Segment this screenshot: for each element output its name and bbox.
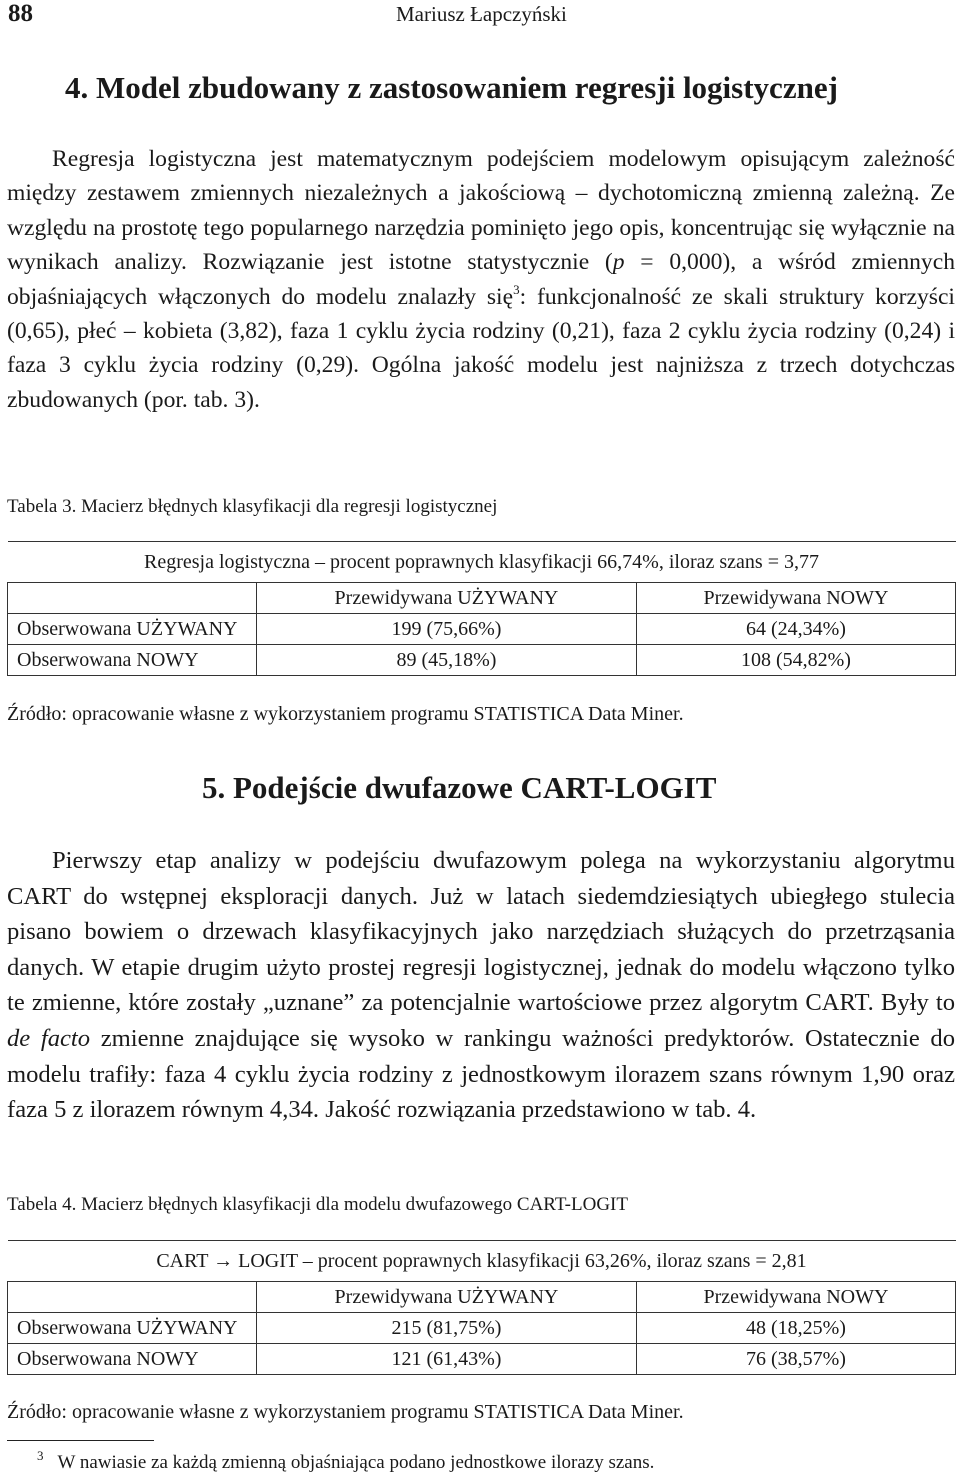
table-3-source: Źródło: opracowanie własne z wykorzystaniem programu STATISTICA Data Miner.	[7, 703, 684, 725]
paragraph-text: zmienne znajdujące się wysoko w rankingu ważności predyktorów. Ostatecznie do modelu trafiły: faza 4 cyklu życia rodziny z jednostkowym ilorazem szans równym 1,90 oraz faza 5 z ilorazem równym 4,34. Jakość rozwiązania przedstawiono w tab. 4.	[7, 1024, 955, 1124]
column-header: Przewidywana NOWY	[636, 583, 955, 614]
footnote-text: W nawiasie za każdą zmienną objaśniająca podano jednostkowe ilorazy szans.	[57, 1452, 655, 1473]
footnote	[37, 1448, 655, 1474]
italic-phrase: de facto	[7, 1024, 91, 1052]
section-4-title: 4. Model zbudowany z zastosowaniem regresji logistycznej	[65, 70, 838, 105]
paragraph-text: Regresja logistyczna jest matematycznym podejściem modelowym opisującym zależność między zestawem zmiennych niezależnych a jakościową – dychotomiczną zmienną zależną. Ze względu na prostotę tego popularnego narzędzia pominięto jego opis, koncentrując się wyłącznie na wynikach analizy. Rozwiązanie jest istotne statystycznie (	[7, 146, 955, 276]
table-cell: 121 (61,43%)	[257, 1344, 637, 1375]
row-label: Obserwowana NOWY	[8, 645, 257, 676]
column-header-empty	[8, 583, 257, 614]
paragraph-text: : funkcjonalność ze skali struktury korzyści (0,65), płeć – kobieta (3,82), faza 1 cyklu życia rodziny (0,21), faza 2 cyklu życia rodziny (0,24) i faza 3 cyklu życia rodziny (0,29). Ogólna jakość modelu jest najniższa z trzech dotychczas zbudowanych (por. tab. 3).	[7, 283, 955, 413]
table-header-row	[8, 542, 956, 583]
paragraph-text: = 0,000), a wśród zmiennych objaśniających włączonych do modelu znalazły się	[7, 249, 955, 310]
table-column-row	[8, 583, 956, 614]
table-cell: 64 (24,34%)	[636, 614, 955, 645]
table-summary-header: CART → LOGIT – procent poprawnych klasyfikacji 63,26%, iloraz szans = 2,81	[8, 1241, 956, 1282]
section-4-paragraph	[7, 142, 955, 417]
row-label: Obserwowana UŻYWANY	[8, 614, 257, 645]
table-header-row	[8, 1241, 956, 1282]
row-label: Obserwowana UŻYWANY	[8, 1313, 257, 1344]
page-number: 88	[8, 0, 33, 27]
table-4-source: Źródło: opracowanie własne z wykorzystaniem programu STATISTICA Data Miner.	[7, 1401, 684, 1423]
table-cell: 76 (38,57%)	[636, 1344, 955, 1375]
table-cell: 215 (81,75%)	[257, 1313, 637, 1344]
table-3-caption: Tabela 3. Macierz błędnych klasyfikacji dla regresji logistycznej	[7, 496, 498, 517]
paragraph-text: Pierwszy etap analizy w podejściu dwufazowym polega na wykorzystaniu algorytmu CART do wstępnej eksploracji danych. Już w latach siedemdziesiątych ubiegłego stulecia pisano bowiem o drzewach klasyfikacyjnych jako narzędziach służących do przetrząsania danych. W etapie drugim użyto prostej regresji logistycznej, jednak do modelu włączono tylko te zmienne, które zostały „uznane” za potencjalnie wartościowe przez algorytm CART. Były to	[7, 847, 955, 1017]
table-row	[8, 645, 956, 676]
table-cell: 199 (75,66%)	[257, 614, 637, 645]
table-summary-header: Regresja logistyczna – procent poprawnych klasyfikacji 66,74%, iloraz szans = 3,77	[8, 542, 956, 583]
footnote-reference[interactable]: 3	[513, 281, 520, 297]
column-header: Przewidywana NOWY	[636, 1282, 955, 1313]
table-row	[8, 1313, 956, 1344]
table-4	[7, 1240, 956, 1375]
table-cell: 89 (45,18%)	[257, 645, 637, 676]
table-row	[8, 1344, 956, 1375]
page-header	[8, 0, 956, 30]
footnote-divider	[7, 1440, 154, 1441]
row-label: Obserwowana NOWY	[8, 1344, 257, 1375]
table-column-row	[8, 1282, 956, 1313]
column-header-empty	[8, 1282, 257, 1313]
table-cell: 108 (54,82%)	[636, 645, 955, 676]
footnote-marker: 3	[37, 1448, 44, 1463]
column-header: Przewidywana UŻYWANY	[257, 583, 637, 614]
p-variable: p	[612, 249, 625, 276]
column-header: Przewidywana UŻYWANY	[257, 1282, 637, 1313]
table-3	[7, 541, 956, 676]
section-5-title: 5. Podejście dwufazowe CART-LOGIT	[202, 770, 717, 805]
table-cell: 48 (18,25%)	[636, 1313, 955, 1344]
table-row	[8, 614, 956, 645]
running-head-author: Mariusz Łapczyński	[396, 2, 567, 26]
section-5-paragraph	[7, 843, 955, 1128]
table-4-caption: Tabela 4. Macierz błędnych klasyfikacji dla modelu dwufazowego CART-LOGIT	[7, 1194, 628, 1215]
